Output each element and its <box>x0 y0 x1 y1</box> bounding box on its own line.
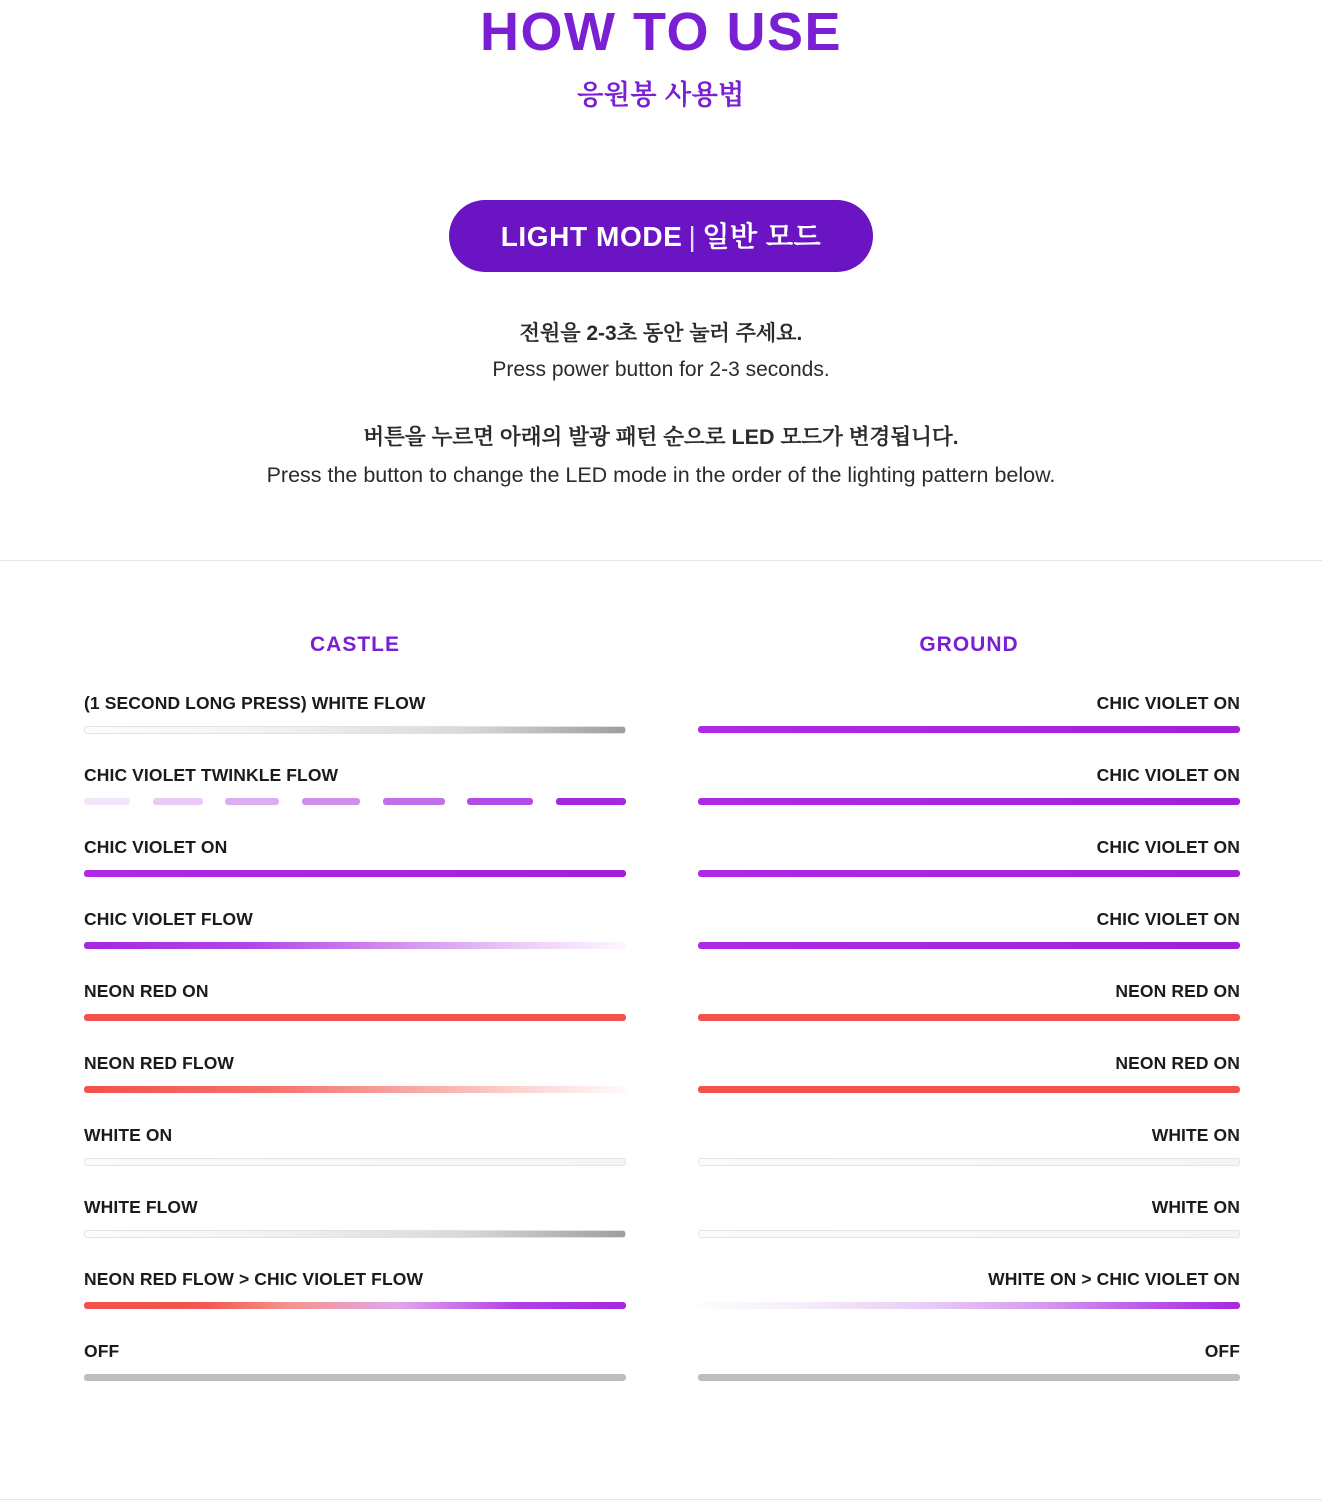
page-title-en: HOW TO USE <box>479 2 843 62</box>
twinkle-segment <box>383 798 445 805</box>
twinkle-segment <box>556 798 626 805</box>
instruction-power-ko: 전원을 2-3초 동안 눌러 주세요. <box>519 321 803 345</box>
castle-cell <box>84 1053 626 1093</box>
pattern-row <box>0 1053 1322 1125</box>
ground-cell <box>698 765 1240 805</box>
twinkle-segment <box>467 798 533 805</box>
castle-cell <box>84 909 626 949</box>
ground-cell <box>698 1053 1240 1093</box>
castle-pattern-label: NEON RED FLOW <box>84 1053 235 1073</box>
ground-cell <box>698 981 1240 1021</box>
castle-pattern-label: CHIC VIOLET FLOW <box>84 909 253 929</box>
castle-pattern-label: WHITE FLOW <box>84 1197 198 1217</box>
pattern-bar-off <box>84 1374 626 1381</box>
pattern-bar-violet-on <box>698 798 1240 805</box>
pattern-bar-white-on <box>698 1158 1240 1166</box>
pattern-bar-off <box>698 1374 1240 1381</box>
instruction-block-power <box>0 316 1322 390</box>
ground-pattern-label: CHIC VIOLET ON <box>1096 693 1240 713</box>
castle-pattern-label: NEON RED FLOW > CHIC VIOLET FLOW <box>84 1269 424 1289</box>
castle-cell <box>84 765 626 805</box>
pill-label-en: LIGHT MODE <box>500 220 683 252</box>
pattern-bar-twinkle <box>84 798 626 805</box>
pill-separator: | <box>688 220 697 252</box>
pattern-bar-violet-on <box>698 942 1240 949</box>
ground-pattern-label: CHIC VIOLET ON <box>1096 909 1240 929</box>
ground-pattern-label: NEON RED ON <box>1115 1053 1240 1073</box>
pattern-bar-violet-on <box>84 870 626 877</box>
pattern-row <box>0 909 1322 981</box>
column-header-ground: GROUND <box>919 633 1019 656</box>
instruction-block-order <box>0 419 1322 494</box>
twinkle-segment <box>302 798 360 805</box>
ground-cell <box>698 1125 1240 1166</box>
ground-cell <box>698 1269 1240 1309</box>
pattern-row <box>0 1197 1322 1269</box>
pattern-bar-red-to-violet <box>84 1302 626 1309</box>
castle-cell <box>84 1197 626 1238</box>
castle-cell <box>84 981 626 1021</box>
ground-pattern-label: NEON RED ON <box>1115 981 1240 1001</box>
pattern-bar-white-on <box>698 1230 1240 1238</box>
pattern-bar-violet-flow <box>84 942 626 949</box>
mode-pill-wrap <box>0 200 1322 272</box>
ground-pattern-label: CHIC VIOLET ON <box>1096 765 1240 785</box>
pattern-row <box>0 981 1322 1053</box>
pattern-bar-violet-on <box>698 870 1240 877</box>
castle-cell <box>84 1269 626 1309</box>
pattern-row <box>0 1125 1322 1197</box>
castle-cell <box>84 1341 626 1381</box>
pattern-bar-white-flow <box>84 1230 626 1238</box>
ground-cell <box>698 909 1240 949</box>
ground-pattern-label: OFF <box>1204 1341 1240 1361</box>
castle-cell <box>84 1125 626 1166</box>
ground-pattern-label: WHITE ON <box>1151 1125 1240 1145</box>
castle-pattern-label: CHIC VIOLET TWINKLE FLOW <box>84 765 339 785</box>
ground-pattern-label: WHITE ON > CHIC VIOLET ON <box>988 1269 1240 1289</box>
twinkle-segment <box>84 798 130 805</box>
ground-cell <box>698 837 1240 877</box>
instructions <box>0 316 1322 495</box>
light-mode-pill <box>449 200 874 272</box>
pattern-row <box>0 837 1322 909</box>
ground-cell <box>698 1341 1240 1381</box>
ground-cell <box>698 1197 1240 1238</box>
pattern-bar-white-on <box>84 1158 626 1166</box>
castle-cell <box>84 837 626 877</box>
castle-pattern-label: WHITE ON <box>84 1125 173 1145</box>
pattern-bar-red-on <box>698 1086 1240 1093</box>
column-header-castle: CASTLE <box>310 633 400 656</box>
page-header <box>0 0 1322 112</box>
instruction-power-en: Press power button for 2-3 seconds. <box>492 358 830 382</box>
pattern-rows <box>0 693 1322 1413</box>
pattern-bar-red-on <box>698 1014 1240 1021</box>
ground-cell <box>698 693 1240 733</box>
pattern-bar-red-flow <box>84 1086 626 1093</box>
ground-pattern-label: WHITE ON <box>1151 1197 1240 1217</box>
pattern-row <box>0 693 1322 765</box>
pattern-row <box>0 1341 1322 1413</box>
instruction-order-en: Press the button to change the LED mode in the order of the lighting pattern below. <box>266 462 1056 487</box>
castle-cell <box>84 693 626 734</box>
twinkle-segment <box>225 798 279 805</box>
pattern-bar-white-to-violet <box>698 1302 1240 1309</box>
pill-label-ko: 일반 모드 <box>702 220 822 252</box>
castle-pattern-label: (1 SECOND LONG PRESS) WHITE FLOW <box>84 693 426 713</box>
castle-pattern-label: NEON RED ON <box>84 981 209 1001</box>
instruction-order-ko: 버튼을 누르면 아래의 발광 패턴 순으로 LED 모드가 변경됩니다. <box>363 425 959 450</box>
lighting-pattern-panel <box>0 560 1322 1500</box>
page-title-ko: 응원봉 사용법 <box>577 79 745 110</box>
pattern-bar-violet-on <box>698 726 1240 733</box>
pattern-row <box>0 1269 1322 1341</box>
castle-pattern-label: OFF <box>84 1341 120 1361</box>
pattern-row <box>0 765 1322 837</box>
ground-pattern-label: CHIC VIOLET ON <box>1096 837 1240 857</box>
twinkle-segment <box>153 798 203 805</box>
pattern-bar-white-flow <box>84 726 626 734</box>
pattern-bar-red-on <box>84 1014 626 1021</box>
castle-pattern-label: CHIC VIOLET ON <box>84 837 228 857</box>
